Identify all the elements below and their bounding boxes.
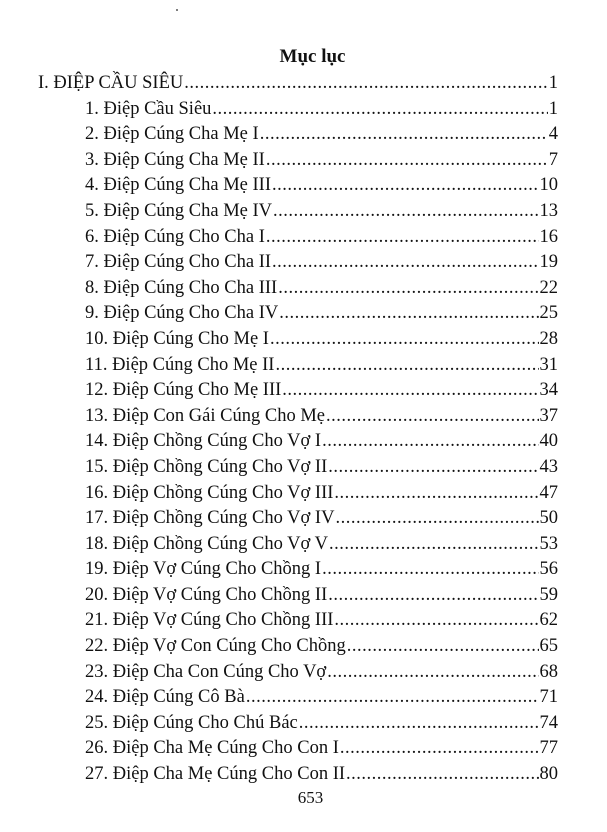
toc-entry-label: 2. Điệp Cúng Cha Mẹ I xyxy=(85,124,259,145)
toc-entry[interactable] xyxy=(38,532,558,558)
toc-entry-page: 1 xyxy=(548,98,558,119)
dot-leader xyxy=(273,199,538,225)
toc-entry-label: 22. Điệp Vợ Con Cúng Cho Chồng xyxy=(85,636,346,657)
page-title: Mục lục xyxy=(279,46,346,67)
toc-entry-label: 16. Điệp Chồng Cúng Cho Vợ III xyxy=(85,482,334,503)
toc-entry-label: 10. Điệp Cúng Cho Mẹ I xyxy=(85,328,269,349)
toc-entry[interactable] xyxy=(38,506,558,532)
page-number: 653 xyxy=(297,788,324,807)
toc-entry-page: 19 xyxy=(539,252,558,273)
dot-leader xyxy=(299,711,539,737)
dot-leader xyxy=(282,378,538,404)
toc-entry[interactable] xyxy=(38,276,558,302)
toc-entry[interactable] xyxy=(38,301,558,327)
dot-leader xyxy=(328,583,538,609)
dot-leader xyxy=(212,97,547,123)
toc-entry-page: 59 xyxy=(539,584,558,605)
toc-entry-label: 8. Điệp Cúng Cho Cha III xyxy=(85,277,278,298)
dot-leader xyxy=(266,148,548,174)
toc-entry-page: 74 xyxy=(539,712,558,733)
toc-entry-page: 4 xyxy=(548,124,558,145)
toc-entry-page: 56 xyxy=(539,559,558,580)
toc-entry-label: 21. Điệp Vợ Cúng Cho Chồng III xyxy=(85,610,334,631)
toc-entry[interactable] xyxy=(38,378,558,404)
toc-entry-label: 5. Điệp Cúng Cha Mẹ IV xyxy=(85,200,273,221)
toc-entry-page: 34 xyxy=(539,380,558,401)
toc-entry-page: 16 xyxy=(539,226,558,247)
toc-entry-page: 31 xyxy=(539,354,558,375)
toc-entry[interactable] xyxy=(38,327,558,353)
toc-entry-page: 22 xyxy=(539,277,558,298)
dot-leader xyxy=(278,276,538,302)
dot-leader xyxy=(272,250,538,276)
toc-entry[interactable] xyxy=(38,557,558,583)
dot-leader xyxy=(329,532,539,558)
dot-leader xyxy=(327,660,538,686)
toc-entry-label: 14. Điệp Chồng Cúng Cho Vợ I xyxy=(85,431,322,452)
dot-leader xyxy=(279,301,538,327)
toc-entry[interactable] xyxy=(38,481,558,507)
toc-entry-page: 37 xyxy=(539,405,558,426)
toc-entry[interactable] xyxy=(38,353,558,379)
toc-entry-page: 10 xyxy=(539,175,558,196)
dot-leader xyxy=(266,225,539,251)
toc-entry[interactable] xyxy=(38,455,558,481)
toc-entry-page: 77 xyxy=(539,738,558,759)
toc-entry[interactable] xyxy=(38,711,558,737)
toc-entry-page: 50 xyxy=(539,508,558,529)
dot-leader xyxy=(270,327,539,353)
toc-entry[interactable] xyxy=(38,762,558,788)
toc-entry[interactable] xyxy=(38,404,558,430)
toc-entry-label: 13. Điệp Con Gái Cúng Cho Mẹ xyxy=(85,405,325,426)
toc-entry-page: 43 xyxy=(539,456,558,477)
toc-entry[interactable] xyxy=(38,634,558,660)
toc-entry-label: 4. Điệp Cúng Cha Mẹ III xyxy=(85,175,271,196)
toc-entry-label: 19. Điệp Vợ Cúng Cho Chồng I xyxy=(85,559,322,580)
dot-leader xyxy=(272,173,539,199)
toc-entry-label: 24. Điệp Cúng Cô Bà xyxy=(85,687,245,708)
dot-leader xyxy=(326,404,539,430)
toc-entry[interactable] xyxy=(38,608,558,634)
dot-leader xyxy=(246,685,539,711)
toc-entry-label: 18. Điệp Chồng Cúng Cho Vợ V xyxy=(85,533,328,554)
toc-entry-label: 11. Điệp Cúng Cho Mẹ II xyxy=(85,354,275,375)
toc-entry-page: 7 xyxy=(548,149,558,170)
toc-entry[interactable] xyxy=(38,429,558,455)
table-of-contents xyxy=(38,71,558,788)
dot-leader xyxy=(322,557,538,583)
dot-leader xyxy=(334,481,538,507)
toc-entry-label: 20. Điệp Vợ Cúng Cho Chồng II xyxy=(85,584,328,605)
toc-entry[interactable] xyxy=(38,660,558,686)
dot-leader xyxy=(340,736,539,762)
toc-entry-page: 1 xyxy=(548,73,558,93)
toc-entry[interactable] xyxy=(38,225,558,251)
toc-entry-page: 71 xyxy=(539,687,558,708)
toc-entry-page: 53 xyxy=(539,533,558,554)
toc-section-heading[interactable] xyxy=(38,71,558,97)
toc-entry-label: 7. Điệp Cúng Cho Cha II xyxy=(85,252,272,273)
dot-leader xyxy=(328,455,538,481)
toc-entry-page: 13 xyxy=(539,200,558,221)
toc-entry[interactable] xyxy=(38,250,558,276)
dot-leader xyxy=(346,762,538,788)
toc-entry[interactable] xyxy=(38,148,558,174)
toc-entry-label: 12. Điệp Cúng Cho Mẹ III xyxy=(85,380,282,401)
dot-leader xyxy=(334,608,538,634)
toc-entry[interactable] xyxy=(38,173,558,199)
scan-speck xyxy=(176,9,178,11)
toc-entry[interactable] xyxy=(38,97,558,123)
toc-entry-page: 28 xyxy=(539,328,558,349)
toc-entry[interactable] xyxy=(38,685,558,711)
toc-entry[interactable] xyxy=(38,122,558,148)
toc-entry-page: 47 xyxy=(539,482,558,503)
toc-entry-page: 25 xyxy=(539,303,558,324)
toc-entry-label: 27. Điệp Cha Mẹ Cúng Cho Con II xyxy=(85,764,346,785)
toc-entry-page: 62 xyxy=(539,610,558,631)
toc-entry[interactable] xyxy=(38,583,558,609)
toc-entry[interactable] xyxy=(38,199,558,225)
toc-entry-page: 40 xyxy=(539,431,558,452)
toc-entry[interactable] xyxy=(38,736,558,762)
toc-entry-label: 17. Điệp Chồng Cúng Cho Vợ IV xyxy=(85,508,335,529)
dot-leader xyxy=(322,429,538,455)
toc-entry-label: 6. Điệp Cúng Cho Cha I xyxy=(85,226,265,247)
dot-leader xyxy=(260,122,548,148)
toc-entry-label: 1. Điệp Cầu Siêu xyxy=(85,98,212,119)
toc-entry-label: 25. Điệp Cúng Cho Chú Bác xyxy=(85,712,298,733)
dot-leader xyxy=(347,634,539,660)
toc-entry-page: 80 xyxy=(539,764,558,785)
dot-leader xyxy=(335,506,538,532)
toc-entry-label: 15. Điệp Chồng Cúng Cho Vợ II xyxy=(85,456,328,477)
dot-leader xyxy=(184,71,547,97)
toc-entry-label: 26. Điệp Cha Mẹ Cúng Cho Con I xyxy=(85,738,339,759)
dot-leader xyxy=(275,353,538,379)
toc-entry-label: 3. Điệp Cúng Cha Mẹ II xyxy=(85,149,265,170)
toc-entry-label: I. ĐIỆP CẦU SIÊU xyxy=(38,73,184,93)
toc-entry-page: 65 xyxy=(539,636,558,657)
toc-entry-page: 68 xyxy=(539,661,558,682)
toc-entry-label: 9. Điệp Cúng Cho Cha IV xyxy=(85,303,279,324)
toc-entry-label: 23. Điệp Cha Con Cúng Cho Vợ xyxy=(85,661,327,682)
